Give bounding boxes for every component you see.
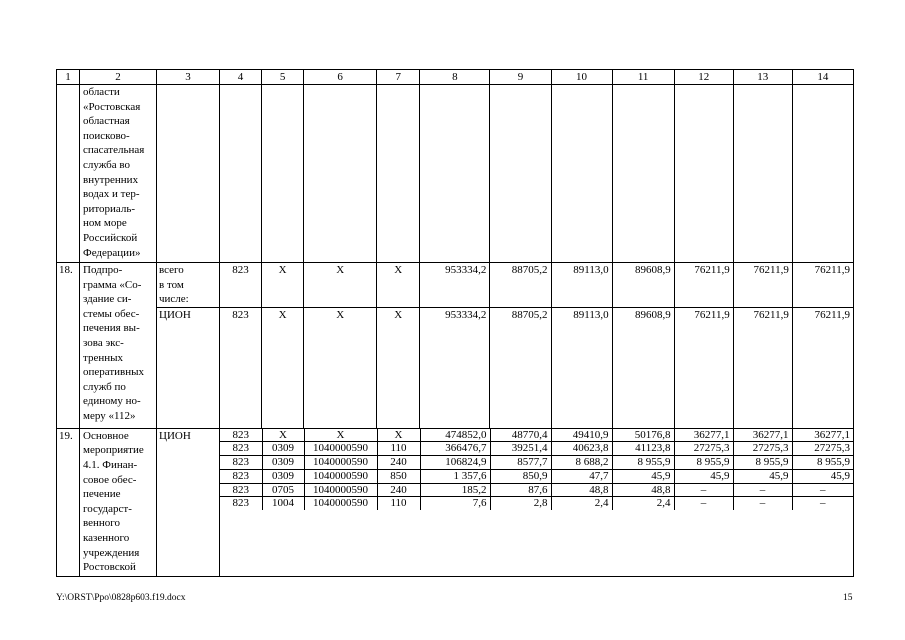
cell-value: 2,4	[551, 497, 612, 510]
cell-rzpr: 0309	[262, 442, 304, 456]
table-row	[220, 497, 853, 510]
cell-csr: 1040000590	[304, 442, 377, 456]
col-header: 5	[262, 70, 304, 85]
col-header: 12	[674, 70, 733, 85]
cell-rzpr: 1004	[262, 497, 304, 510]
cell-value: 45,9	[674, 469, 733, 483]
header-row	[57, 70, 854, 85]
cell-value: 36277,1	[733, 429, 792, 442]
cell-value: 87,6	[490, 483, 551, 497]
col-header: 13	[733, 70, 792, 85]
cell-grbs: 823	[220, 497, 262, 510]
cell-value: 27275,3	[674, 442, 733, 456]
cell-value: –	[820, 497, 826, 510]
cell-vr: 110	[377, 497, 420, 510]
cell-value: –	[674, 497, 733, 510]
col-header: 2	[80, 70, 157, 85]
cell-value: 27275,3	[733, 442, 792, 456]
cell-value: 76211,9	[733, 263, 792, 308]
cell-vr: 240	[377, 456, 420, 470]
table-row	[220, 456, 853, 470]
cell-value: 89113,0	[551, 263, 612, 308]
cell-value: 76211,9	[733, 307, 792, 428]
cell-vr: 850	[377, 469, 420, 483]
cell-value: 474852,0	[420, 429, 490, 442]
cell-value: 48770,4	[490, 429, 551, 442]
table-row-18-total	[57, 263, 854, 308]
table-row	[220, 483, 853, 497]
cell-value: 36277,1	[792, 429, 853, 442]
cell-rzpr: 0309	[262, 469, 304, 483]
cell-value: 88705,2	[490, 307, 551, 428]
cell-csr: 1040000590	[304, 469, 377, 483]
cell-grbs: 823	[220, 429, 262, 442]
funding-source: всего в том числе:	[157, 263, 220, 308]
footer-page-number: 15	[843, 593, 853, 603]
col-header: 8	[420, 70, 490, 85]
table-row-continuation	[57, 85, 854, 263]
cell-value: 106824,9	[420, 456, 490, 470]
cell-value: 8 955,9	[733, 456, 792, 470]
cell-vr: 110	[377, 442, 420, 456]
col-header: 4	[220, 70, 262, 85]
cell-value: –	[792, 483, 853, 497]
cell-value: 2,8	[490, 497, 551, 510]
cell-value: –	[733, 497, 792, 510]
cell-value: 40623,8	[551, 442, 612, 456]
cell-rzpr: 0309	[262, 456, 304, 470]
cell-value: 953334,2	[420, 307, 490, 428]
cell-value: 76211,9	[674, 263, 733, 308]
cell-value: 89608,9	[612, 307, 674, 428]
cell-csr: 1040000590	[304, 456, 377, 470]
col-header: 11	[612, 70, 674, 85]
cell-value: 850,9	[490, 469, 551, 483]
cell-grbs: 823	[220, 456, 262, 470]
cell-value: 1 357,6	[420, 469, 490, 483]
cell-grbs: 823	[220, 483, 262, 497]
cell-rzpr: 0705	[262, 483, 304, 497]
cell-vr: 240	[377, 483, 420, 497]
cell-value: 76211,9	[792, 263, 853, 308]
budget-table	[56, 69, 854, 577]
cell-value: 45,9	[612, 469, 674, 483]
cell-value: 48,8	[612, 483, 674, 497]
cell-value: 89608,9	[612, 263, 674, 308]
row-19-lines	[220, 428, 854, 576]
row-number: 18.	[57, 263, 80, 429]
cell-csr: Х	[304, 307, 377, 428]
cell-value: 45,9	[733, 469, 792, 483]
cell-value: 88705,2	[490, 263, 551, 308]
cell-value: 41123,8	[612, 442, 674, 456]
cell-value: 36277,1	[674, 429, 733, 442]
cell-value: 953334,2	[420, 263, 490, 308]
cell-value: 76211,9	[674, 307, 733, 428]
funding-source: ЦИОН	[157, 307, 220, 428]
cell-value: –	[674, 483, 733, 497]
cell-value: 39251,4	[490, 442, 551, 456]
cell-value: 366476,7	[420, 442, 490, 456]
cell-value: –	[733, 483, 792, 497]
col-header: 10	[551, 70, 612, 85]
row-description: Подпро- грамма «Со- здание си- стемы обес- печения вы- зова экс- тренных оперативных служб по единому но- меру «112»	[80, 263, 157, 429]
col-header: 3	[157, 70, 220, 85]
cell-grbs: 823	[220, 263, 262, 308]
cell-rzpr: Х	[262, 263, 304, 308]
cell-value: 89113,0	[551, 307, 612, 428]
cell-csr: Х	[304, 263, 377, 308]
row-description: Основное мероприятие 4.1. Финан- совое обес- печение государст- венного казенного учреждения Ростовской	[80, 428, 157, 576]
row-19-subtable	[220, 429, 853, 510]
table-row	[220, 469, 853, 483]
col-header: 14	[792, 70, 853, 85]
col-header: 1	[57, 70, 80, 85]
cell-value: 8 955,9	[674, 456, 733, 470]
cell-value: 76211,9	[792, 307, 853, 428]
cell-value: 49410,9	[551, 429, 612, 442]
col-header: 9	[490, 70, 551, 85]
funding-source: ЦИОН	[157, 428, 220, 576]
cell-value: 8 955,9	[792, 456, 853, 470]
cell-value: 27275,3	[792, 442, 853, 456]
col-header: 7	[377, 70, 420, 85]
footer-file-path: Y:\ORST\Ppo\0828p603.f19.docx	[56, 593, 186, 603]
cell-vr: Х	[377, 307, 420, 428]
cell-csr: Х	[304, 429, 377, 442]
cell-value: 45,9	[792, 469, 853, 483]
row-description: области «Ростовская областная поисково- спасательная служба во внутренних водах и тер- риториаль- ном море Российской Федерации»	[80, 85, 157, 263]
cell-grbs: 823	[220, 307, 262, 428]
row-number: 19.	[57, 428, 80, 576]
cell-grbs: 823	[220, 469, 262, 483]
cell-rzpr: Х	[262, 307, 304, 428]
cell-value: 8577,7	[490, 456, 551, 470]
cell-vr: Х	[377, 263, 420, 308]
cell-csr: 1040000590	[304, 497, 377, 510]
table-row	[220, 429, 853, 442]
cell-rzpr: Х	[262, 429, 304, 442]
cell-value: 8 688,2	[551, 456, 612, 470]
table-row-19	[57, 428, 854, 576]
table-row	[220, 442, 853, 456]
cell-value: 50176,8	[612, 429, 674, 442]
cell-vr: Х	[377, 429, 420, 442]
cell-value: 8 955,9	[612, 456, 674, 470]
cell-value: 48,8	[551, 483, 612, 497]
cell-csr: 1040000590	[304, 483, 377, 497]
table-row-18-cion	[57, 307, 854, 428]
cell-value: 7,6	[420, 497, 490, 510]
cell-value: 2,4	[612, 497, 674, 510]
cell-value: 47,7	[551, 469, 612, 483]
cell-value: 185,2	[420, 483, 490, 497]
col-header: 6	[304, 70, 377, 85]
cell-grbs: 823	[220, 442, 262, 456]
